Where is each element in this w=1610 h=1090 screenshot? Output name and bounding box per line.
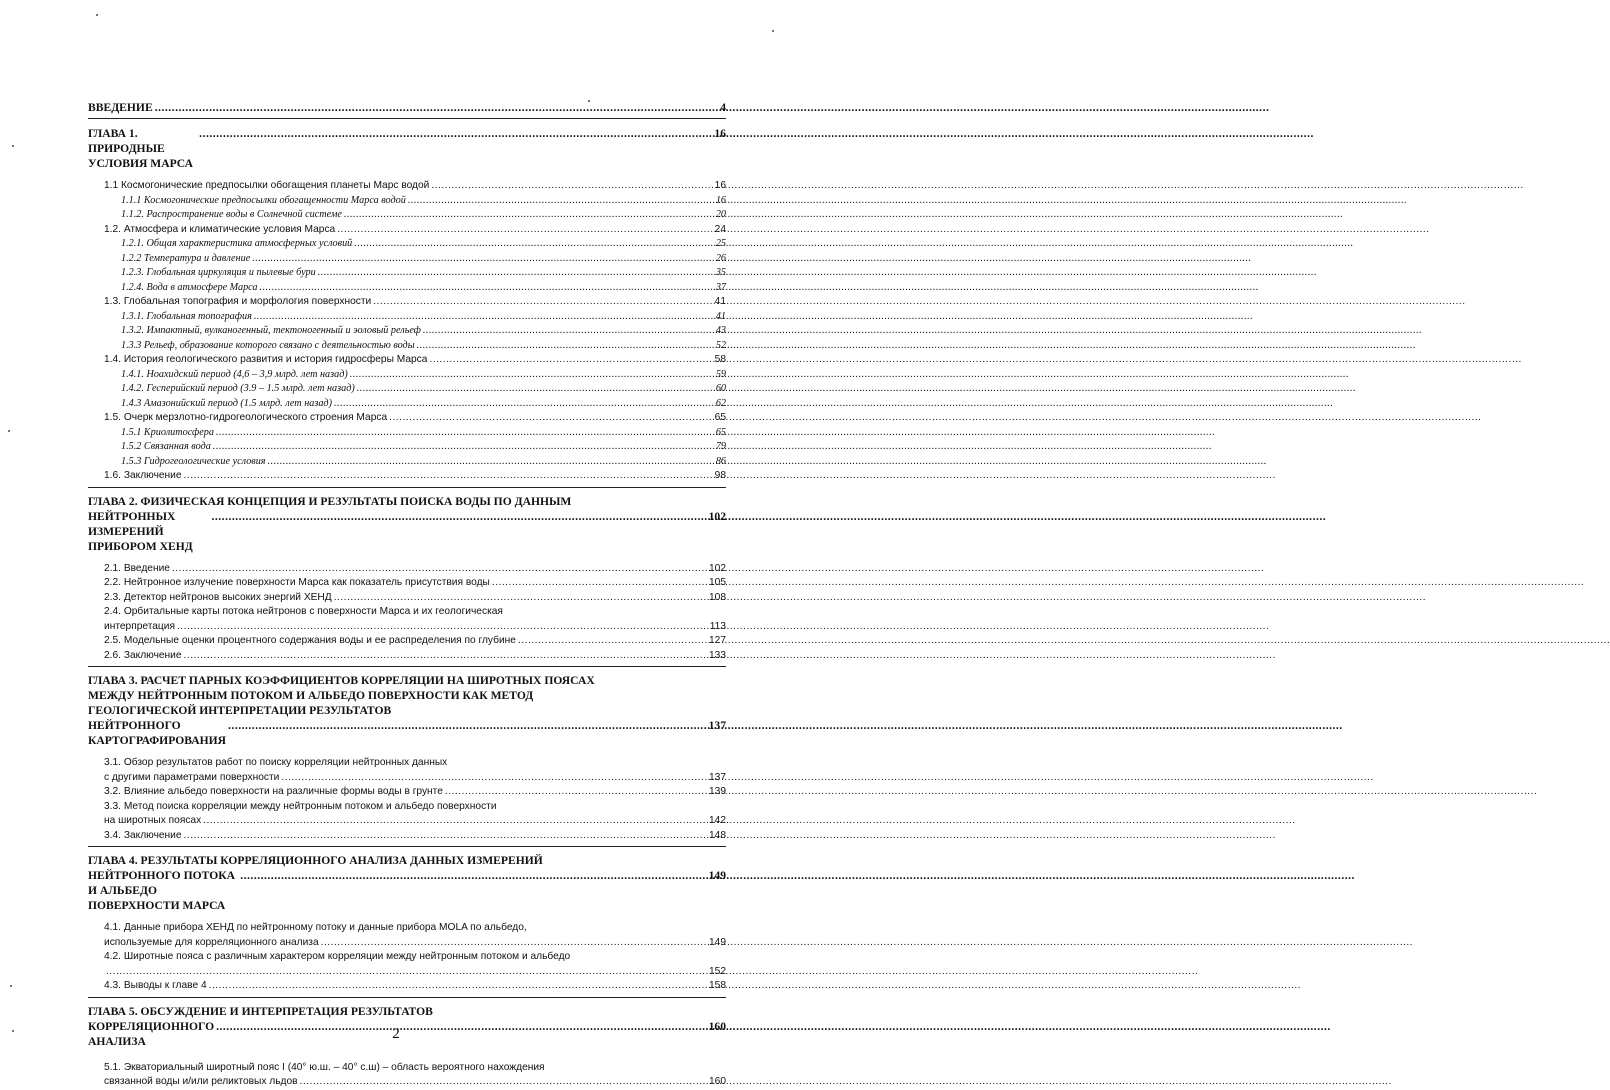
toc-chapter-4: НЕЙТРОННОГО ПОТОКА И АЛЬБЕДО ПОВЕРХНОСТИ МАРСА ..... 149 — [88, 868, 726, 913]
toc-subsection-1-2-1: 1.2.1. Общая характеристика атмосферных условий ..... 25 — [121, 237, 726, 252]
divider — [88, 118, 726, 119]
toc-section-2-1: 2.1. Введение ..... 102 — [104, 562, 726, 577]
toc-section-3-3: на широтных поясах ..... 142 — [104, 814, 726, 829]
scan-speck — [96, 14, 98, 16]
toc-section-3-1: с другими параметрами поверхности ..... 137 — [104, 771, 726, 786]
toc-chapter-2: НЕЙТРОННЫХ ИЗМЕРЕНИЙ ПРИБОРОМ ХЕНД ..... 102 — [88, 509, 726, 554]
toc-section-2-3: 2.3. Детектор нейтронов высоких энергий ХЕНД ..... 108 — [104, 591, 726, 606]
divider — [88, 997, 726, 998]
toc-section-1-3: 1.3. Глобальная топография и морфология поверхности ..... 41 — [104, 295, 726, 310]
toc-subsection-1-2-2: 1.2.2 Температура и давление ..... 26 — [121, 252, 726, 267]
toc-chapter-3-title-line-1: ГЛАВА 3. РАСЧЕТ ПАРНЫХ КОЭФФИЦИЕНТОВ КОРРЕЛЯЦИИ НА ШИРОТНЫХ ПОЯСАХ — [88, 674, 595, 687]
toc-section-3-4: 3.4. Заключение ..... 148 — [104, 829, 726, 844]
toc-section-5-1: связанной воды и/или реликтовых льдов ..... 160 — [104, 1075, 726, 1090]
table-of-contents — [88, 100, 726, 1090]
toc-chapter-4-title-line-1: ГЛАВА 4. РЕЗУЛЬТАТЫ КОРРЕЛЯЦИОННОГО АНАЛИЗА ДАННЫХ ИЗМЕРЕНИЙ — [88, 854, 543, 867]
toc-subsection-1-4-1: 1.4.1. Ноахидский период (4,6 – 3,9 млрд. лет назад) ..... 59 — [121, 368, 726, 383]
toc-section-4-3: 4.3. Выводы к главе 4 ..... 158 — [104, 979, 726, 994]
toc-subsection-1-3-2: 1.3.2. Импактный, вулканогенный, тектоногенный и эоловый рельеф ..... 43 — [121, 324, 726, 339]
scan-speck — [12, 1030, 14, 1032]
toc-subsection-1-4-2: 1.4.2. Гесперийский период (3.9 – 1.5 млрд. лет назад) ..... 60 — [121, 382, 726, 397]
toc-section-2-2: 2.2. Нейтронное излучение поверхности Марса как показатель присутствия воды ..... 105 — [104, 576, 726, 591]
toc-chapter-3-title-line-3: ГЕОЛОГИЧЕСКОЙ ИНТЕРПРЕТАЦИИ РЕЗУЛЬТАТОВ — [88, 704, 392, 717]
toc-section-2-5: 2.5. Модельные оценки процентного содержания воды и ее распределения по глубине ..... 127 — [104, 634, 726, 649]
scan-speck — [10, 985, 12, 987]
toc-entry-introduction: ВВЕДЕНИЕ ..... 4 — [88, 100, 726, 115]
toc-subsection-1-4-3: 1.4.3 Амазонийский период (1.5 млрд. лет назад) ..... 62 — [121, 397, 726, 412]
toc-subsection-1-2-3: 1.2.3. Глобальная циркуляция и пылевые бури ..... 35 — [121, 266, 726, 281]
toc-chapter-5: КОРРЕЛЯЦИОННОГО АНАЛИЗА ..... 160 — [88, 1019, 726, 1049]
toc-subsection-1-3-3: 1.3.3 Рельеф, образование которого связано с деятельностью воды ..... 52 — [121, 339, 726, 354]
toc-section-1-2: 1.2. Атмосфера и климатические условия Марса ..... 24 — [104, 223, 726, 238]
toc-section-1-4: 1.4. История геологического развития и история гидросферы Марса ..... 58 — [104, 353, 726, 368]
toc-section-3-3-line-1: 3.3. Метод поиска корреляции между нейтронным потоком и альбедо поверхности — [104, 800, 497, 812]
toc-section-4-1-line-1: 4.1. Данные прибора ХЕНД по нейтронному потоку и данные прибора MOLA по альбедо, — [104, 922, 527, 933]
scan-speck — [588, 100, 590, 102]
toc-subsection-1-1-2: 1.1.2. Распространение воды в Солнечной системе ..... 20 — [121, 208, 726, 223]
toc-subsection-1-5-3: 1.5.3 Гидрогеологические условия ..... 86 — [121, 455, 726, 470]
toc-section-1-1: 1.1 Космогонические предпосылки обогащения планеты Марс водой ..... 16 — [104, 179, 726, 194]
toc-section-1-6: 1.6. Заключение ..... 98 — [104, 469, 726, 484]
divider — [88, 846, 726, 847]
toc-section-2-4: интерпретация ..... 113 — [104, 620, 726, 635]
scan-speck — [772, 30, 774, 32]
toc-section-3-2: 3.2. Влияние альбедо поверхности на различные формы воды в грунте ..... 139 — [104, 785, 726, 800]
toc-section-3-1-line-1: 3.1. Обзор результатов работ по поиску корреляции нейтронных данных — [104, 757, 448, 768]
divider — [88, 487, 726, 488]
scan-speck — [12, 145, 14, 147]
toc-section-4-2-line-1: 4.2. Широтные пояса с различным характером корреляции между нейтронным потоком и альбедо — [104, 951, 571, 962]
toc-subsection-1-1-1: 1.1.1 Космогонические предпосылки обогащенности Марса водой ..... 16 — [121, 194, 726, 209]
toc-chapter-2-title-line-1: ГЛАВА 2. ФИЗИЧЕСКАЯ КОНЦЕПЦИЯ И РЕЗУЛЬТАТЫ ПОИСКА ВОДЫ ПО ДАННЫМ — [88, 494, 572, 508]
page-number: 2 — [392, 1026, 400, 1042]
toc-subsection-1-5-2: 1.5.2 Связанная вода ..... 79 — [121, 440, 726, 455]
toc-chapter-5-title-line-1: ГЛАВА 5. ОБСУЖДЕНИЕ И ИНТЕРПРЕТАЦИЯ РЕЗУЛЬТАТОВ — [88, 1004, 433, 1018]
toc-section-1-5: 1.5. Очерк мерзлотно-гидрогеологического строения Марса ..... 65 — [104, 411, 726, 426]
divider — [88, 666, 726, 667]
toc-section-2-6: 2.6. Заключение ..... 133 — [104, 649, 726, 664]
toc-section-2-4-line-1: 2.4. Орбитальные карты потока нейтронов с поверхности Марса и их геологическая — [104, 606, 503, 617]
toc-section-5-1-line-1: 5.1. Экваториальный широтный пояс I (40° ю.ш. – 40° с.ш) – область вероятного нахождения — [104, 1061, 545, 1073]
toc-section-4-1: используемые для корреляционного анализа ..... 149 — [104, 936, 726, 951]
toc-subsection-1-3-1: 1.3.1. Глобальная топография ..... 41 — [121, 310, 726, 325]
toc-chapter-3-title-line-2: МЕЖДУ НЕЙТРОННЫМ ПОТОКОМ И АЛЬБЕДО ПОВЕРХНОСТИ КАК МЕТОД — [88, 689, 534, 702]
scan-speck — [8, 430, 10, 432]
toc-subsection-1-5-1: 1.5.1 Криолитосфера ..... 65 — [121, 426, 726, 441]
toc-chapter-1: ГЛАВА 1. ПРИРОДНЫЕ УСЛОВИЯ МАРСА ..... 16 — [88, 126, 726, 171]
toc-subsection-1-2-4: 1.2.4. Вода в атмосфере Марса ..... 37 — [121, 281, 726, 296]
toc-chapter-3: НЕЙТРОННОГО КАРТОГРАФИРОВАНИЯ ..... 137 — [88, 718, 726, 748]
toc-section-4-2: ..... 152 — [104, 965, 726, 980]
